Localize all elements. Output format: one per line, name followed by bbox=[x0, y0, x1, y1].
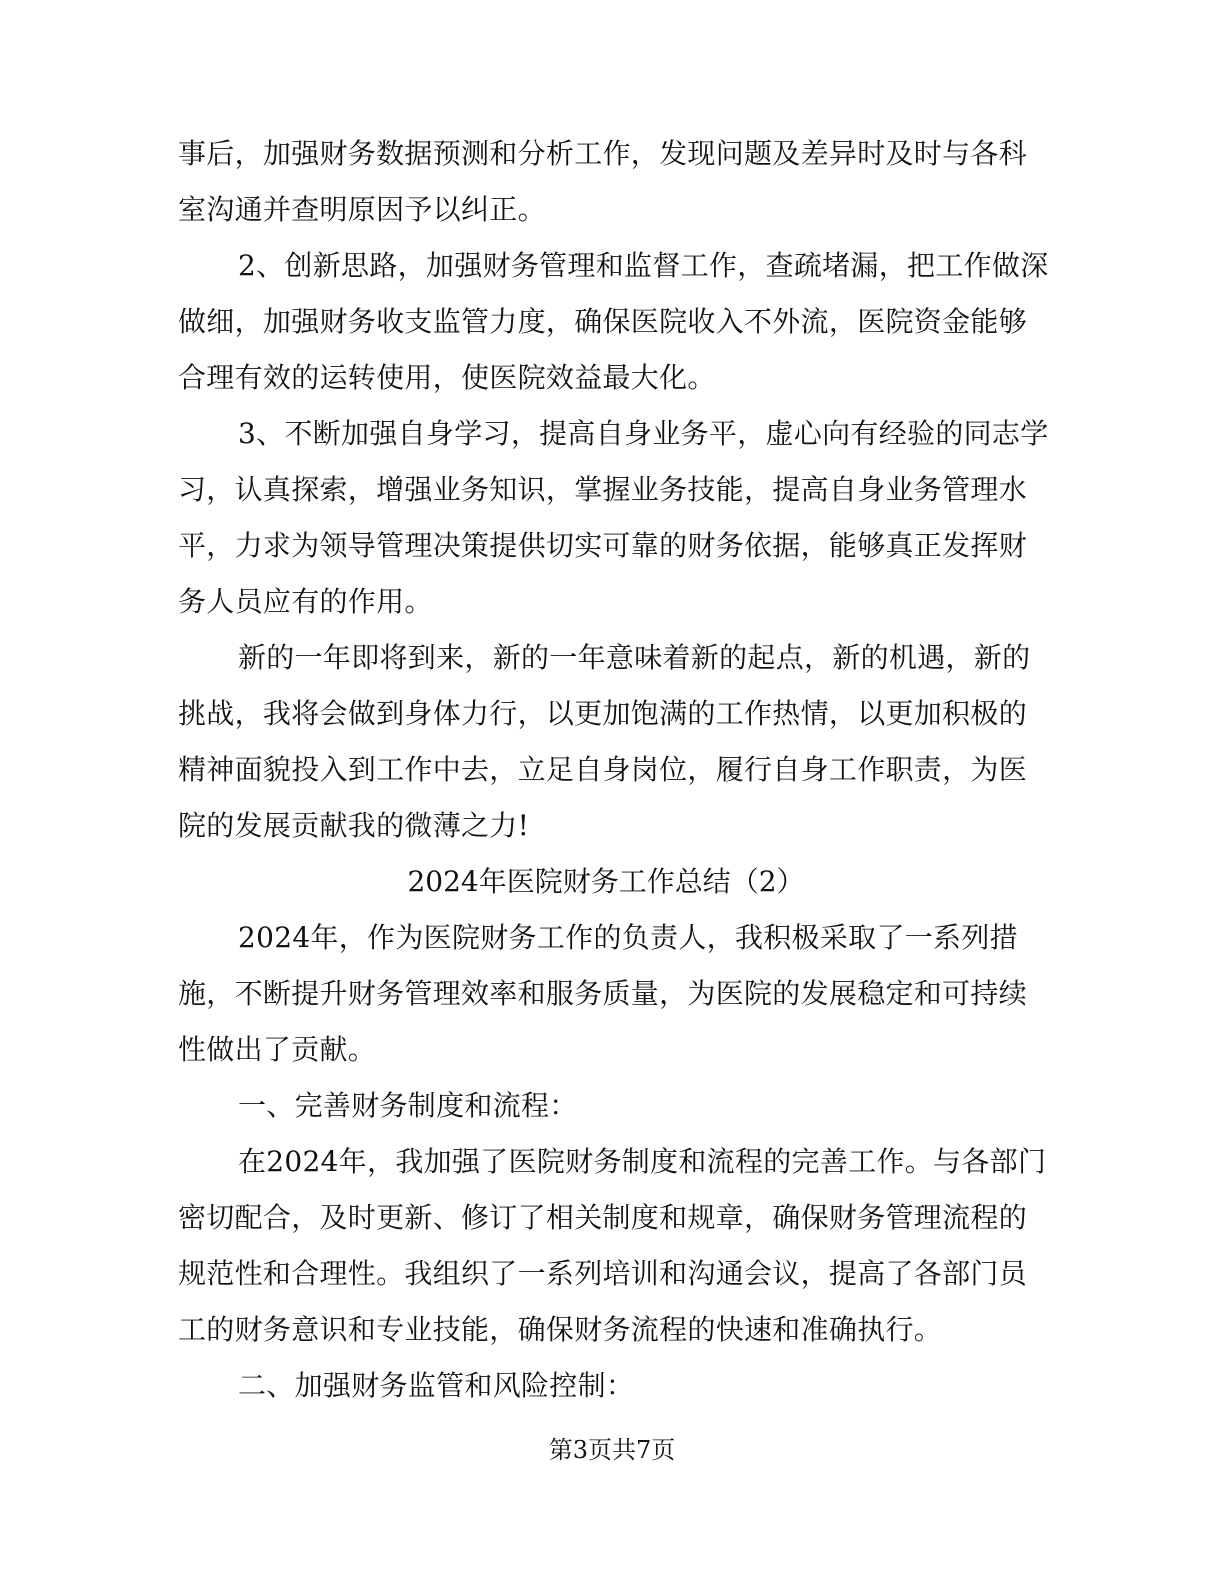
body-line: 施，不断提升财务管理效率和服务质量，为医院的发展稳定和可持续 bbox=[178, 977, 1028, 1010]
body-line: 合理有效的运转使用，使医院效益最大化。 bbox=[178, 361, 716, 394]
body-line: 习，认真探索，增强业务知识，掌握业务技能，提高自身业务管理水 bbox=[178, 473, 1028, 506]
body-line: 务人员应有的作用。 bbox=[178, 585, 433, 618]
body-line: 密切配合，及时更新、修订了相关制度和规章，确保财务管理流程的 bbox=[178, 1201, 1028, 1234]
body-line: 新的一年即将到来，新的一年意味着新的起点，新的机遇，新的 bbox=[238, 641, 1031, 674]
body-line: 精神面貌投入到工作中去，立足自身岗位，履行自身工作职责，为医 bbox=[178, 753, 1028, 786]
body-line: 工的财务意识和专业技能，确保财务流程的快速和准确执行。 bbox=[178, 1313, 943, 1346]
page-footer: 第3页共7页 bbox=[548, 1436, 676, 1464]
body-line: 性做出了贡献。 bbox=[178, 1033, 377, 1066]
body-line: 室沟通并查明原因予以纠正。 bbox=[178, 193, 546, 226]
body-line: 3、不断加强自身学习，提高自身业务平，虚心向有经验的同志学 bbox=[238, 417, 1049, 450]
body-line: 2024年，作为医院财务工作的负责人，我积极采取了一系列措 bbox=[238, 921, 1018, 954]
body-line: 在2024年，我加强了医院财务制度和流程的完善工作。与各部门 bbox=[238, 1145, 1047, 1178]
body-line: 2、创新思路，加强财务管理和监督工作，查疏堵漏，把工作做深 bbox=[238, 249, 1049, 282]
body-line: 事后，加强财务数据预测和分析工作，发现问题及差异时及时与各科 bbox=[178, 137, 1028, 170]
body-line: 做细，加强财务收支监管力度，确保医院收入不外流，医院资金能够 bbox=[178, 305, 1028, 338]
section-heading: 一、完善财务制度和流程： bbox=[238, 1089, 578, 1122]
document-body bbox=[178, 126, 1049, 1414]
body-line: 院的发展贡献我的微薄之力! bbox=[178, 809, 530, 842]
body-line: 平，力求为领导管理决策提供切实可靠的财务依据，能够真正发挥财 bbox=[178, 529, 1028, 562]
section-heading: 二、加强财务监管和风险控制： bbox=[238, 1369, 635, 1402]
body-line: 挑战，我将会做到身体力行，以更加饱满的工作热情，以更加积极的 bbox=[178, 697, 1028, 730]
body-line: 规范性和合理性。我组织了一系列培训和沟通会议，提高了各部门员 bbox=[178, 1257, 1028, 1290]
section-title: 2024年医院财务工作总结（2） bbox=[407, 865, 805, 898]
